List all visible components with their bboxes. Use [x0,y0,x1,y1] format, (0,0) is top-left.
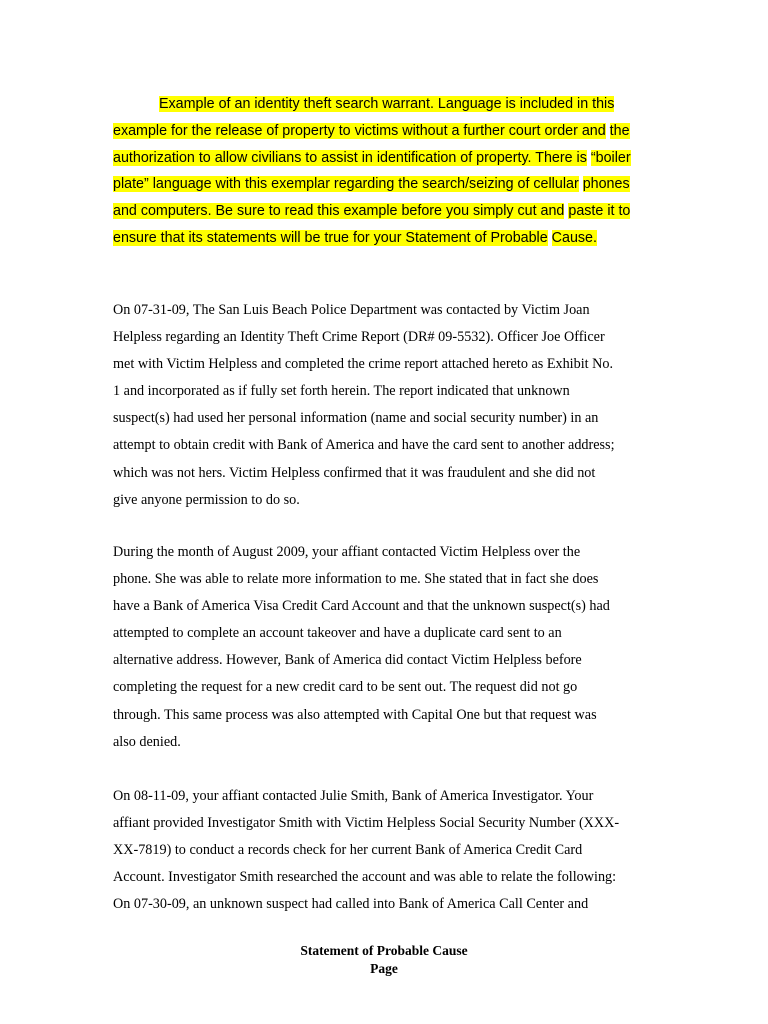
paragraph-line: On 08-11-09, your affiant contacted Julie Smith, Bank of America Investigator. Your [113,788,594,804]
paragraph-line: alternative address. However, Bank of America did contact Victim Helpless before [113,652,582,669]
paragraph-line: phone. She was able to relate more information to me. She stated that in fact she does [113,571,599,588]
note-line: example for the release of property to victims without a further court order and [113,122,606,139]
paragraph-line: have a Bank of America Visa Credit Card Account and that the unknown suspect(s) had [113,598,610,615]
paragraph-bank-investigator [113,783,658,918]
paragraph-august-contact [113,539,658,756]
paragraph-line: affiant provided Investigator Smith with Victim Helpless Social Security Number (XXX- [113,815,620,832]
note-line: Cause. [551,229,597,246]
note-line: paste it to ensure that its statements will be true for your Statement of Probable [113,203,631,246]
paragraph-line: XX-7819) to conduct a records check for her current Bank of America Credit Card [113,842,583,859]
paragraph-line: On 07-31-09, The San Luis Beach Police Department was contacted by Victim Joan [113,302,590,318]
paragraph-line: which was not hers. Victim Helpless confirmed that it was fraudulent and she did not [113,464,596,481]
paragraph-line: completing the request for a new credit card to be sent out. The request did not go [113,679,578,696]
paragraph-line: Account. Investigator Smith researched the account and was able to relate the following: [113,869,617,886]
paragraph-line: through. This same process was also attempted with Capital One but that request was [113,706,597,723]
highlighted-instructions [113,91,653,252]
footer-title: Statement of Probable Cause [300,943,468,958]
footer-page-label: Page [370,961,398,976]
note-line: Example of an identity theft search warrant. Language is included in this [159,96,615,112]
paragraph-line: attempt to obtain credit with Bank of America and have the card sent to another address; [113,437,615,454]
note-line: phones and computers. Be sure to read this example before you simply cut and [113,176,630,220]
paragraph-line: Helpless regarding an Identity Theft Crime Report (DR# 09-5532). Officer Joe Officer [113,329,605,346]
paragraph-line: During the month of August 2009, your affiant contacted Victim Helpless over the [113,544,581,560]
paragraph-line: give anyone permission to do so. [113,491,300,508]
note-line: “boiler plate” language with this exemplar regarding the search/seizing of cellular [113,149,631,193]
paragraph-line: 1 and incorporated as if fully set forth herein. The report indicated that unknown [113,383,570,400]
note-line: the authorization to allow civilians to assist in identification of property. There is [113,122,630,166]
paragraph-line: also denied. [113,733,181,750]
paragraph-line: On 07-30-09, an unknown suspect had called into Bank of America Call Center and [113,896,589,913]
paragraph-line: suspect(s) had used her personal information (name and social security number) in an [113,410,599,427]
paragraph-line: met with Victim Helpless and completed the crime report attached hereto as Exhibit No. [113,356,614,373]
paragraph-victim-report [113,297,658,514]
paragraph-line: attempted to complete an account takeover and have a duplicate card sent to an [113,625,562,642]
